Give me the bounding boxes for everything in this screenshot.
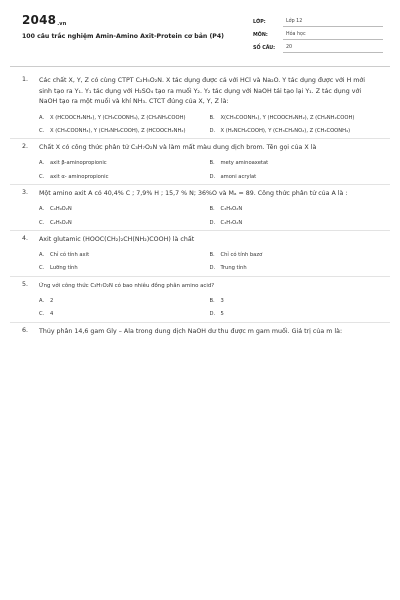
document-title: 100 câu trắc nghiệm Amin-Amino Axit-Protein cơ bản (P4): [22, 33, 224, 40]
option-letter: D.: [209, 127, 216, 134]
question-4: [0, 235, 400, 273]
option-text: X(CH₃COONH₄), Y (HCOOCH₂NH₂), Z (CH₂NH₂COOH): [220, 114, 355, 121]
option-d[interactable]: [210, 127, 381, 135]
question-number: 2.: [22, 142, 29, 150]
option-b[interactable]: [210, 297, 381, 305]
site-logo[interactable]: [22, 13, 67, 27]
option-letter: B.: [209, 114, 215, 121]
option-grid: [39, 297, 380, 318]
meta-label: SỐ CÂU:: [253, 46, 276, 51]
question-number: 1.: [22, 76, 29, 83]
option-letter: C.: [39, 127, 45, 134]
option-text: 4: [50, 311, 54, 318]
option-c[interactable]: [39, 310, 210, 318]
option-grid: [39, 114, 380, 135]
meta-value: 20: [283, 45, 383, 53]
option-letter: A.: [39, 252, 45, 259]
option-text: Lưỡng tính: [50, 265, 78, 272]
option-letter: D.: [209, 265, 216, 272]
option-letter: D.: [209, 219, 216, 226]
option-text: mety aminoaxetat: [220, 160, 269, 167]
option-text: Trung tính: [220, 265, 247, 272]
option-d[interactable]: [210, 264, 381, 272]
option-text: C₂H₅O₂N: [50, 219, 72, 226]
option-letter: C.: [39, 265, 45, 272]
question-text: Chất X có công thức phân tử C₃H₇O₂N và làm mất màu dung dịch brom. Tên gọi của X là: [39, 143, 317, 151]
option-b[interactable]: [210, 205, 381, 213]
option-text: axit β-aminopropionic: [50, 160, 107, 167]
option-grid: [39, 205, 380, 226]
option-d[interactable]: [210, 173, 381, 181]
question-separator: [10, 184, 390, 185]
option-letter: C.: [39, 219, 45, 226]
meta-label: MÔN:: [253, 33, 268, 38]
meta-value: Lớp 12: [283, 19, 383, 27]
meta-value: Hóa học: [283, 32, 383, 40]
option-letter: A.: [39, 206, 45, 213]
logo-domain: .vn: [57, 21, 67, 27]
option-letter: D.: [209, 311, 216, 318]
option-a[interactable]: [39, 297, 210, 305]
meta-row-subject: [253, 27, 383, 40]
header-divider: [10, 66, 390, 67]
option-c[interactable]: [39, 264, 210, 272]
option-text: X (H₂NCH₂COOH), Y (CH₃CH₂NO₂), Z (CH₃COONH₄): [220, 127, 351, 134]
option-letter: C.: [39, 173, 45, 180]
option-d[interactable]: [210, 219, 381, 227]
meta-info: [253, 14, 383, 53]
logo-text: 2048: [22, 13, 57, 27]
option-a[interactable]: [39, 159, 210, 167]
option-letter: B.: [209, 206, 215, 213]
option-letter: B.: [209, 298, 215, 305]
option-a[interactable]: [39, 114, 210, 122]
question-number: 5.: [22, 280, 29, 288]
option-letter: D.: [209, 173, 216, 180]
option-text: Chỉ có tính axit: [50, 252, 90, 259]
question-6: [0, 327, 400, 338]
page-header: [0, 0, 400, 66]
option-text: 2: [50, 298, 54, 305]
question-number: 4.: [22, 234, 29, 242]
meta-label: LỚP:: [253, 20, 266, 25]
question-number: 3.: [22, 188, 29, 196]
option-c[interactable]: [39, 219, 210, 227]
option-text: 5: [220, 311, 224, 318]
option-b[interactable]: [210, 114, 381, 122]
option-grid: [39, 251, 380, 272]
option-letter: A.: [39, 114, 45, 121]
question-separator: [10, 276, 390, 277]
question-1: [0, 76, 400, 135]
option-d[interactable]: [210, 310, 381, 318]
option-letter: C.: [39, 311, 45, 318]
option-letter: B.: [209, 252, 215, 259]
question-text: Thủy phân 14,6 gam Gly – Ala trong dung dịch NaOH dư thu được m gam muối. Giá trị của m là:: [39, 327, 343, 335]
option-letter: A.: [39, 298, 45, 305]
option-letter: B.: [209, 160, 215, 167]
option-text: C₃H₅O₂N: [220, 206, 243, 213]
question-number: 6.: [22, 326, 29, 334]
question-text: Ứng với công thức C₃H₇O₂N có bao nhiêu đồng phân amino acid?: [39, 282, 215, 289]
option-text: X (HCOOCH₂NH₂), Y (CH₃COONH₄), Z (CH₂NH₂COOH): [50, 114, 186, 121]
question-separator: [10, 230, 390, 231]
question-text: Các chất X, Y, Z có cùng CTPT C₂H₅O₂N. X tác dụng được cả với HCl và Na₂O. Y tác dụng được với H mới sinh tạo ra Y₁. Y₁ tác dụng với H₂SO₄ tạo ra muối Y₂. Y₂ tác dụng với NaOH tái tạo lại Y₁. Z tác dụng với NaOH tạo ra một muối và khí NH₃. CTCT đúng của X, Y, Z là:: [39, 77, 366, 105]
option-text: X (CH₃COONH₄), Y (CH₂NH₂COOH), Z (HCOOCH₂NH₂): [50, 127, 186, 134]
option-text: Chỉ có tính bazơ: [220, 252, 263, 259]
question-text: Axit glutamic (HOOC(CH₂)₂CH(NH₂)COOH) là chất: [39, 235, 195, 243]
option-text: C₃H₇O₂N: [220, 219, 243, 226]
meta-row-class: [253, 14, 383, 27]
option-letter: A.: [39, 160, 45, 167]
option-grid: [39, 159, 380, 180]
option-text: amoni acrylat: [220, 173, 257, 180]
meta-row-count: [253, 40, 383, 53]
option-text: C₄H₉O₂N: [50, 206, 72, 213]
question-3: [0, 189, 400, 227]
question-text: Một amino axit A có 40,4% C ; 7,9% H ; 15,7 % N; 36%O và Mₐ = 89. Công thức phân tử của A là :: [39, 189, 348, 197]
question-separator: [10, 322, 390, 323]
question-separator: [10, 138, 390, 139]
question-list: [0, 76, 400, 345]
option-text: axit α- aminopropionic: [50, 173, 109, 180]
option-b[interactable]: [210, 159, 381, 167]
question-5: [0, 281, 400, 319]
question-2: [0, 143, 400, 181]
option-b[interactable]: [210, 251, 381, 259]
option-c[interactable]: [39, 127, 210, 135]
option-a[interactable]: [39, 251, 210, 259]
option-c[interactable]: [39, 173, 210, 181]
option-a[interactable]: [39, 205, 210, 213]
option-text: 3: [220, 298, 224, 305]
